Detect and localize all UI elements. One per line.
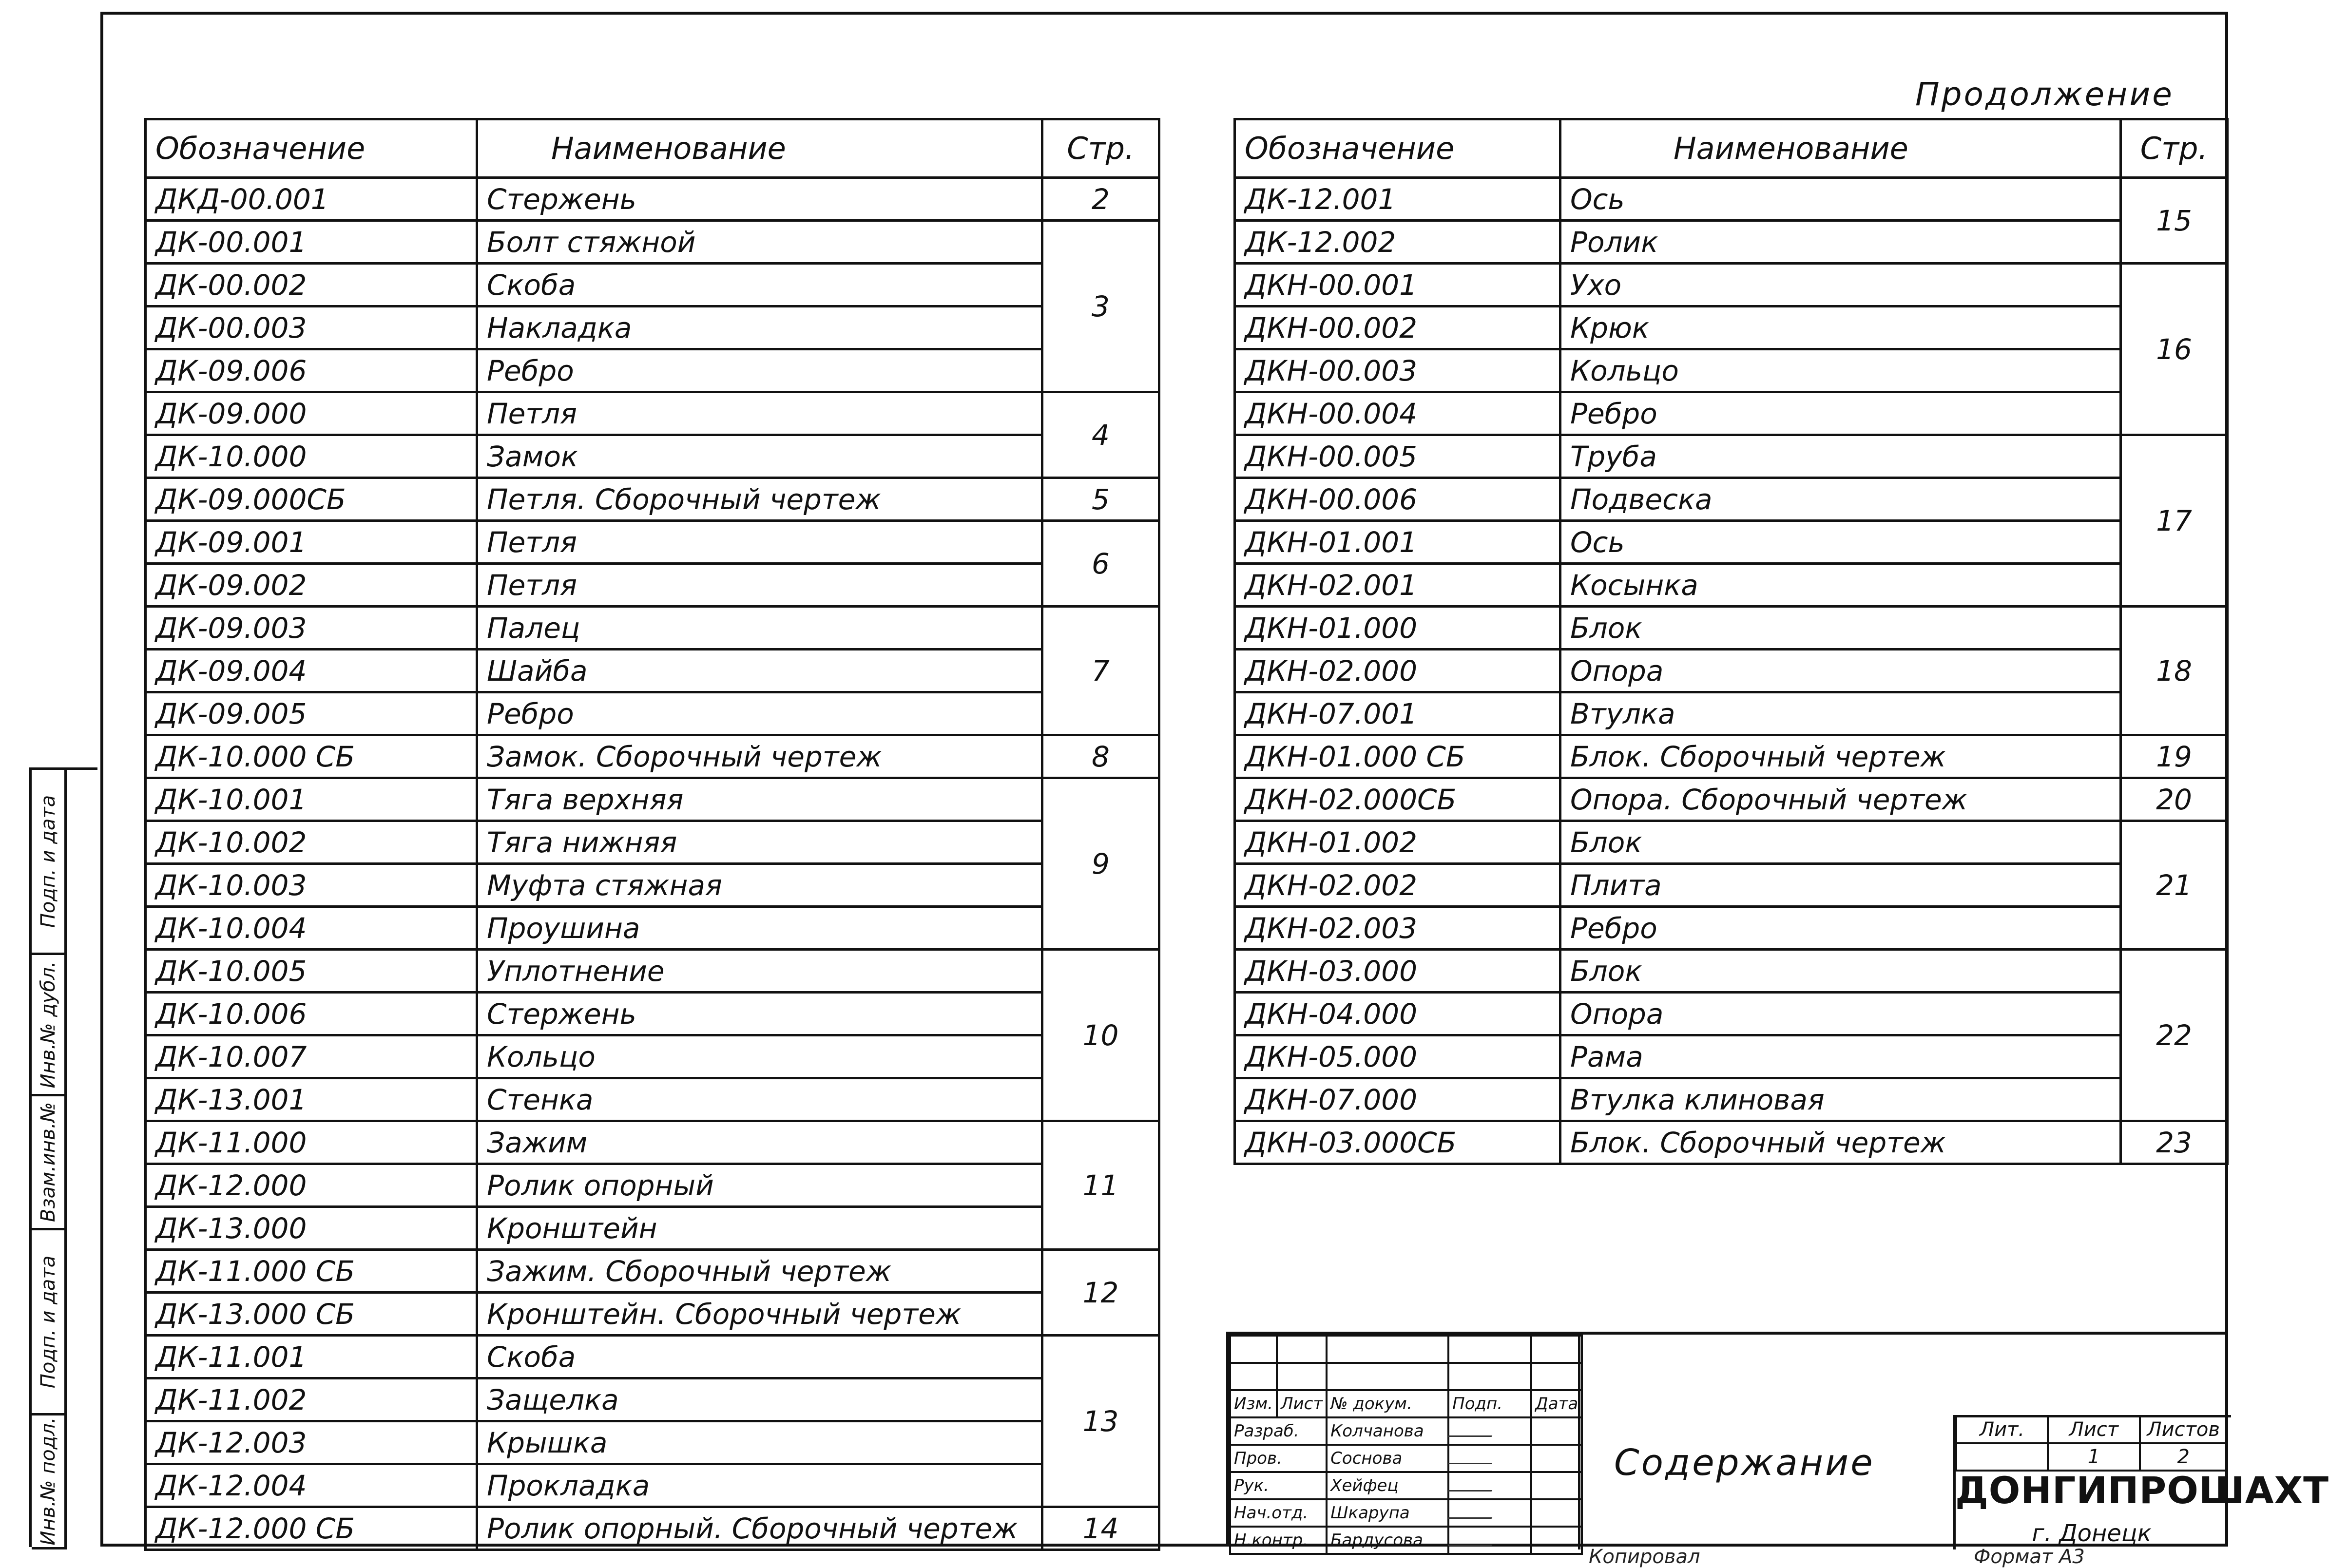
stamp-role-row: Пров. Соснова	[1230, 1445, 1582, 1472]
table-row	[1235, 178, 2228, 221]
sheet-count: 2	[2140, 1443, 2228, 1471]
name-cell: Прокладка	[477, 1464, 1042, 1507]
left-contents-table	[144, 118, 1160, 1551]
stamp-role-row: Н.контр. Бардусова	[1230, 1527, 1582, 1554]
designation-cell: ДК-12.004	[146, 1464, 477, 1507]
name-cell: Петля	[477, 521, 1042, 564]
name-cell: Крюк	[1560, 306, 2121, 349]
designation-cell: ДКН-00.004	[1235, 392, 1560, 435]
page-cell: 11	[1042, 1121, 1159, 1250]
stamp-role-row: Нач.отд. Шкарупа	[1230, 1499, 1582, 1527]
table-row	[1235, 306, 2228, 349]
title-block	[1226, 1332, 2329, 1550]
name-cell: Уплотнение	[477, 950, 1042, 993]
table-row	[146, 435, 1159, 478]
designation-cell: ДК-10.006	[146, 993, 477, 1035]
table-row	[1235, 735, 2228, 778]
name-cell: Труба	[1560, 435, 2121, 478]
table-row	[146, 1121, 1159, 1164]
table-header-row	[1235, 119, 2228, 178]
name-cell: Накладка	[477, 306, 1042, 349]
title-block-divider	[1578, 1335, 1580, 1549]
designation-cell: ДКН-01.000 СБ	[1235, 735, 1560, 778]
table-row	[1235, 221, 2228, 264]
name-cell: Зажим. Сборочный чертеж	[477, 1250, 1042, 1293]
designation-cell: ДК-11.002	[146, 1378, 477, 1421]
name-cell: Стержень	[477, 178, 1042, 221]
designation-cell: ДКН-00.003	[1235, 349, 1560, 392]
table-row	[1235, 907, 2228, 950]
designation-cell: ДКН-02.001	[1235, 564, 1560, 607]
table-row	[1235, 521, 2228, 564]
name-cell: Ролик опорный. Сборочный чертеж	[477, 1507, 1042, 1550]
designation-cell: ДК-09.006	[146, 349, 477, 392]
signature	[1448, 1445, 1531, 1472]
name-cell: Петля. Сборочный чертеж	[477, 478, 1042, 521]
name-cell: Шайба	[477, 650, 1042, 692]
name-cell: Скоба	[477, 1336, 1042, 1378]
name-cell: Стенка	[477, 1078, 1042, 1121]
copied-by-label: Копировал	[1589, 1546, 1700, 1568]
designation-cell: ДК-12.002	[1235, 221, 1560, 264]
table-row	[146, 950, 1159, 993]
name-cell: Муфта стяжная	[477, 864, 1042, 907]
page-cell: 13	[1042, 1336, 1159, 1507]
name-cell: Ролик	[1560, 221, 2121, 264]
name-cell: Опора	[1560, 650, 2121, 692]
designation-cell: ДКН-07.000	[1235, 1078, 1560, 1121]
designation-cell: ДК-09.005	[146, 692, 477, 735]
table-row	[1235, 821, 2228, 864]
designation-cell: ДКН-04.000	[1235, 993, 1560, 1035]
page-cell: 2	[1042, 178, 1159, 221]
table-row	[146, 1293, 1159, 1336]
designation-cell: ДК-11.000 СБ	[146, 1250, 477, 1293]
designation-cell: ДКН-00.002	[1235, 306, 1560, 349]
designation-cell: ДК-09.001	[146, 521, 477, 564]
side-stamp	[29, 767, 97, 1547]
table-row	[1235, 950, 2228, 993]
designation-cell: ДК-12.000	[146, 1164, 477, 1207]
table-row	[146, 650, 1159, 692]
sheet-letter	[1956, 1443, 2048, 1471]
name-cell: Кольцо	[477, 1035, 1042, 1078]
designation-cell: ДКН-00.001	[1235, 264, 1560, 306]
table-row	[146, 264, 1159, 306]
table-row	[146, 1507, 1159, 1550]
table-row	[1235, 435, 2228, 478]
table-row	[146, 993, 1159, 1035]
table-row	[146, 1421, 1159, 1464]
side-cell: Инв.№ подл.	[32, 1415, 67, 1549]
sheet-number: 1	[2048, 1443, 2139, 1471]
table-row	[1235, 1121, 2228, 1164]
page-cell: 18	[2121, 607, 2228, 735]
side-cell: Взам.инв.№	[32, 1096, 67, 1230]
table-row	[146, 907, 1159, 950]
table-row	[146, 778, 1159, 821]
designation-cell: ДК-09.004	[146, 650, 477, 692]
table-row	[146, 564, 1159, 607]
designation-cell: ДК-00.003	[146, 306, 477, 349]
table-row	[1235, 1078, 2228, 1121]
signature	[1448, 1527, 1531, 1554]
format-label: Формат А3	[1974, 1546, 2085, 1568]
table-row	[146, 306, 1159, 349]
table-row	[146, 1464, 1159, 1507]
stamp-role-row: Разраб. Колчанова	[1230, 1417, 1582, 1445]
header-page: Стр.	[2121, 119, 2228, 178]
page-cell: 9	[1042, 778, 1159, 950]
sheet-info-table: Лит. Лист Листов 1 2	[1955, 1415, 2228, 1472]
name-cell: Скоба	[477, 264, 1042, 306]
name-cell: Петля	[477, 392, 1042, 435]
designation-cell: ДК-13.000	[146, 1207, 477, 1250]
page-cell: 23	[2121, 1121, 2228, 1164]
organization-city: г. Донецк	[2032, 1520, 2152, 1547]
designation-cell: ДК-13.000 СБ	[146, 1293, 477, 1336]
header-name: Наименование	[1560, 119, 2121, 178]
designation-cell: ДКН-01.001	[1235, 521, 1560, 564]
header-page: Стр.	[1042, 119, 1159, 178]
designation-cell: ДК-11.000	[146, 1121, 477, 1164]
name-cell: Ось	[1560, 521, 2121, 564]
name-cell: Крышка	[477, 1421, 1042, 1464]
designation-cell: ДКН-07.001	[1235, 692, 1560, 735]
designation-cell: ДК-09.002	[146, 564, 477, 607]
name-cell: Замок	[477, 435, 1042, 478]
designation-cell: ДК-10.007	[146, 1035, 477, 1078]
designation-cell: ДКД-00.001	[146, 178, 477, 221]
page-cell: 19	[2121, 735, 2228, 778]
side-cell: Подп. и дата	[32, 1230, 67, 1415]
header-code: Обозначение	[146, 119, 477, 178]
table-row	[146, 392, 1159, 435]
side-cell: Инв.№ дубл.	[32, 955, 67, 1096]
signature	[1448, 1472, 1531, 1499]
designation-cell: ДК-12.003	[146, 1421, 477, 1464]
name-cell: Защелка	[477, 1378, 1042, 1421]
name-cell: Ухо	[1560, 264, 2121, 306]
name-cell: Кольцо	[1560, 349, 2121, 392]
table-row	[1235, 564, 2228, 607]
name-cell: Кронштейн. Сборочный чертеж	[477, 1293, 1042, 1336]
name-cell: Рама	[1560, 1035, 2121, 1078]
designation-cell: ДКН-02.000СБ	[1235, 778, 1560, 821]
name-cell: Петля	[477, 564, 1042, 607]
designation-cell: ДК-09.003	[146, 607, 477, 650]
name-cell: Блок. Сборочный чертеж	[1560, 735, 2121, 778]
designation-cell: ДК-09.000	[146, 392, 477, 435]
page-cell: 8	[1042, 735, 1159, 778]
name-cell: Ролик опорный	[477, 1164, 1042, 1207]
table-row	[146, 821, 1159, 864]
designation-cell: ДК-10.000	[146, 435, 477, 478]
table-row	[146, 478, 1159, 521]
page-cell: 15	[2121, 178, 2228, 264]
page-cell: 4	[1042, 392, 1159, 478]
page-cell: 21	[2121, 821, 2228, 950]
table-row	[146, 864, 1159, 907]
name-cell: Блок	[1560, 950, 2121, 993]
page-cell: 16	[2121, 264, 2228, 435]
name-cell: Блок	[1560, 821, 2121, 864]
table-row	[146, 1164, 1159, 1207]
name-cell: Ось	[1560, 178, 2121, 221]
designation-cell: ДКН-01.002	[1235, 821, 1560, 864]
name-cell: Ребро	[1560, 392, 2121, 435]
table-row	[146, 1035, 1159, 1078]
name-cell: Ребро	[477, 692, 1042, 735]
header-code: Обозначение	[1235, 119, 1560, 178]
designation-cell: ДКН-02.003	[1235, 907, 1560, 950]
table-row	[146, 692, 1159, 735]
table-row	[146, 221, 1159, 264]
table-row	[1235, 478, 2228, 521]
table-row	[146, 521, 1159, 564]
table-row	[1235, 692, 2228, 735]
designation-cell: ДК-10.005	[146, 950, 477, 993]
designation-cell: ДКН-00.006	[1235, 478, 1560, 521]
designation-cell: ДК-13.001	[146, 1078, 477, 1121]
designation-cell: ДК-10.002	[146, 821, 477, 864]
page-cell: 22	[2121, 950, 2228, 1121]
signature-table	[1229, 1335, 1583, 1555]
table-row	[146, 607, 1159, 650]
name-cell: Плита	[1560, 864, 2121, 907]
header-name: Наименование	[477, 119, 1042, 178]
name-cell: Проушина	[477, 907, 1042, 950]
designation-cell: ДК-12.000 СБ	[146, 1507, 477, 1550]
table-row	[146, 1378, 1159, 1421]
page-cell: 10	[1042, 950, 1159, 1121]
designation-cell: ДК-11.001	[146, 1336, 477, 1378]
name-cell: Стержень	[477, 993, 1042, 1035]
name-cell: Замок. Сборочный чертеж	[477, 735, 1042, 778]
table-row	[146, 735, 1159, 778]
table-row	[1235, 778, 2228, 821]
name-cell: Подвеска	[1560, 478, 2121, 521]
table-row	[146, 1078, 1159, 1121]
designation-cell: ДКН-02.002	[1235, 864, 1560, 907]
name-cell: Зажим	[477, 1121, 1042, 1164]
name-cell: Ребро	[477, 349, 1042, 392]
organization-name: ДОНГИПРОШАХТ	[1955, 1469, 2329, 1512]
designation-cell: ДК-10.000 СБ	[146, 735, 477, 778]
stamp-role-row: Рук. Хейфец	[1230, 1472, 1582, 1499]
name-cell: Блок	[1560, 607, 2121, 650]
name-cell: Опора. Сборочный чертеж	[1560, 778, 2121, 821]
page-cell: 7	[1042, 607, 1159, 735]
table-row	[1235, 1035, 2228, 1078]
signature	[1448, 1499, 1531, 1527]
designation-cell: ДК-00.001	[146, 221, 477, 264]
right-contents-table	[1233, 118, 2229, 1165]
table-row	[1235, 607, 2228, 650]
page-cell: 14	[1042, 1507, 1159, 1550]
table-row	[1235, 349, 2228, 392]
document-title: Содержание	[1614, 1442, 1875, 1484]
page-cell: 17	[2121, 435, 2228, 607]
name-cell: Опора	[1560, 993, 2121, 1035]
designation-cell: ДКН-01.000	[1235, 607, 1560, 650]
designation-cell: ДКН-03.000	[1235, 950, 1560, 993]
table-row	[146, 1207, 1159, 1250]
page-cell: 20	[2121, 778, 2228, 821]
page-cell: 6	[1042, 521, 1159, 607]
signature	[1448, 1417, 1531, 1445]
table-row	[146, 1336, 1159, 1378]
side-cell: Подп. и дата	[32, 770, 67, 955]
designation-cell: ДКН-02.000	[1235, 650, 1560, 692]
table-row	[146, 1250, 1159, 1293]
stamp-header-row: Изм. Лист № докум. Подп. Дата	[1230, 1390, 1582, 1417]
page-cell: 5	[1042, 478, 1159, 521]
page-cell: 3	[1042, 221, 1159, 392]
designation-cell: ДК-10.003	[146, 864, 477, 907]
name-cell: Втулка	[1560, 692, 2121, 735]
name-cell: Ребро	[1560, 907, 2121, 950]
designation-cell: ДК-12.001	[1235, 178, 1560, 221]
table-row	[1235, 864, 2228, 907]
name-cell: Кронштейн	[477, 1207, 1042, 1250]
table-row	[1235, 264, 2228, 306]
name-cell: Палец	[477, 607, 1042, 650]
name-cell: Косынка	[1560, 564, 2121, 607]
designation-cell: ДКН-03.000СБ	[1235, 1121, 1560, 1164]
name-cell: Болт стяжной	[477, 221, 1042, 264]
name-cell: Втулка клиновая	[1560, 1078, 2121, 1121]
page-cell: 12	[1042, 1250, 1159, 1336]
name-cell: Блок. Сборочный чертеж	[1560, 1121, 2121, 1164]
table-row	[146, 178, 1159, 221]
designation-cell: ДКН-05.000	[1235, 1035, 1560, 1078]
table-row	[1235, 650, 2228, 692]
table-header-row	[146, 119, 1159, 178]
table-row	[1235, 993, 2228, 1035]
continuation-label: Продолжение	[1915, 76, 2174, 113]
designation-cell: ДК-00.002	[146, 264, 477, 306]
name-cell: Тяга верхняя	[477, 778, 1042, 821]
table-row	[146, 349, 1159, 392]
table-row	[1235, 392, 2228, 435]
designation-cell: ДК-10.001	[146, 778, 477, 821]
designation-cell: ДК-10.004	[146, 907, 477, 950]
designation-cell: ДК-09.000СБ	[146, 478, 477, 521]
name-cell: Тяга нижняя	[477, 821, 1042, 864]
designation-cell: ДКН-00.005	[1235, 435, 1560, 478]
